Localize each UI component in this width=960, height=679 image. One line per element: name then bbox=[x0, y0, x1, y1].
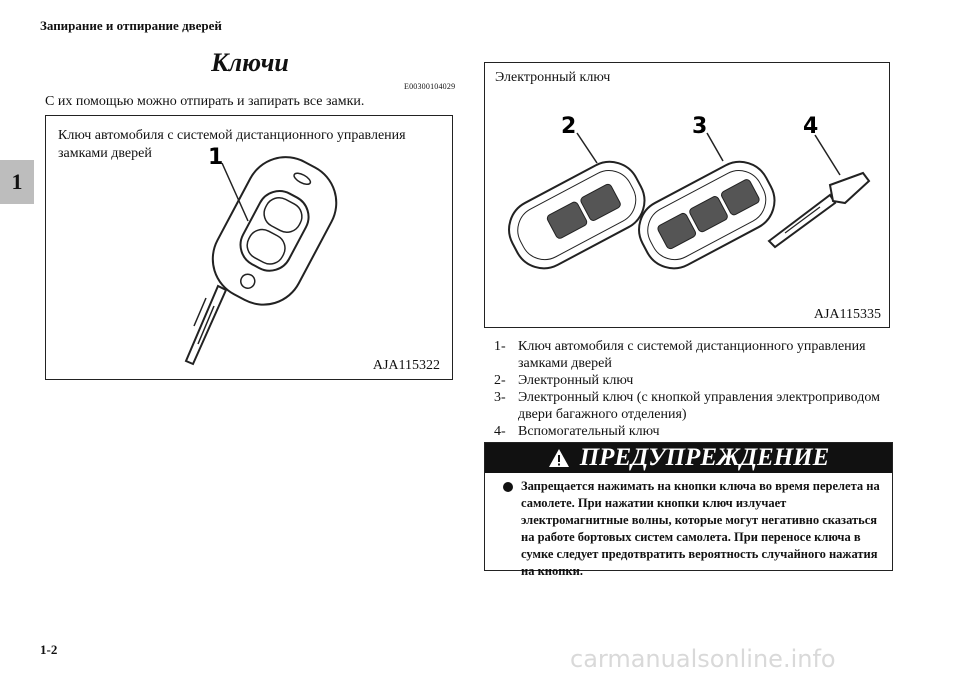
legend-num: 3- bbox=[494, 390, 506, 405]
electronic-key-2 bbox=[499, 151, 655, 279]
legend-num: 1- bbox=[494, 339, 506, 354]
chapter-tab: 1 bbox=[0, 160, 34, 204]
legend-text: Электронный ключ bbox=[518, 373, 634, 388]
warning-header bbox=[485, 443, 892, 473]
figure1-code: AJA115322 bbox=[372, 358, 440, 373]
legend-item bbox=[494, 423, 894, 440]
warning-box bbox=[484, 442, 893, 578]
warning-text: Запрещается нажимать на кнопки ключа во время перелета на самолете. При нажатии кнопки ключ излучает электромагнитные волны, которые могут негативно сказаться на работе бортовых систем самолета. При переносе ключа в сумке следует предотвратить вероятность случайного нажатия на кнопки. bbox=[521, 479, 880, 578]
callout-1: 1 bbox=[208, 145, 224, 170]
legend-num: 4- bbox=[494, 424, 506, 439]
figure-electronic-key bbox=[484, 62, 890, 328]
section-code: E00300104029 bbox=[404, 82, 456, 91]
section-intro: С их помощью можно отпирать и запирать все замки. bbox=[45, 94, 365, 109]
key-blade bbox=[186, 286, 226, 364]
legend-item bbox=[494, 389, 894, 423]
callout-4: 4 bbox=[803, 114, 819, 139]
legend-text: Ключ автомобиля с системой дистанционного управления замками дверей bbox=[518, 339, 866, 371]
warning-title: ПРЕДУПРЕЖДЕНИЕ bbox=[579, 444, 830, 471]
legend-text: Электронный ключ (с кнопкой управления электроприводом двери багажного отделения) bbox=[518, 390, 880, 422]
callout-2: 2 bbox=[561, 114, 577, 139]
bullet-icon bbox=[503, 482, 513, 492]
watermark: carmanualsonline.info bbox=[570, 645, 836, 673]
legend-item bbox=[494, 372, 894, 389]
chapter-header: Запирание и отпирание дверей bbox=[40, 18, 222, 33]
legend-item bbox=[494, 338, 894, 372]
warning-triangle-icon bbox=[548, 448, 570, 468]
electronic-key-3 bbox=[629, 151, 785, 279]
legend-text: Вспомогательный ключ bbox=[518, 424, 660, 439]
electronic-key-illustration bbox=[485, 63, 888, 326]
section-title: Ключи bbox=[211, 48, 289, 77]
callout-3: 3 bbox=[692, 114, 708, 139]
figure-legend bbox=[494, 338, 894, 440]
figure-remote-key bbox=[45, 115, 453, 380]
figure2-caption: Электронный ключ bbox=[495, 70, 611, 85]
figure2-code: AJA115335 bbox=[813, 307, 881, 322]
auxiliary-key-4 bbox=[769, 173, 869, 247]
page-number: 1-2 bbox=[40, 642, 58, 657]
legend-num: 2- bbox=[494, 373, 506, 388]
figure1-caption: Ключ автомобиля с системой дистанционного управления замками дверей bbox=[58, 128, 406, 161]
